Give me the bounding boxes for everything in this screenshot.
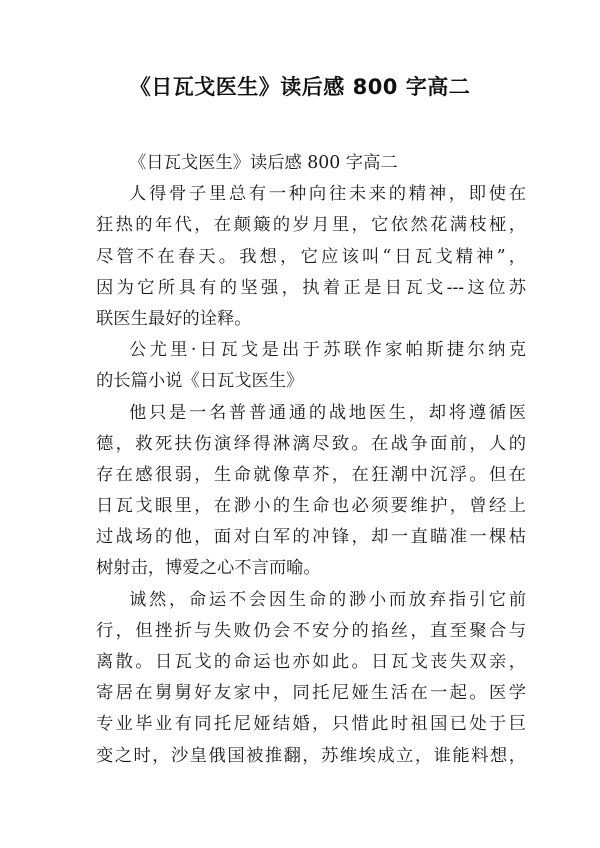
paragraph-line: 因为它所具有的坚强，执着正是日瓦戈---这位苏 [96, 277, 526, 298]
paragraph-line: 存在感很弱，生命就像草芥，在狂潮中沉浮。但在 [96, 464, 526, 485]
paragraph-line: 的长篇小说《日瓦戈医生》 [96, 371, 304, 392]
paragraph-line: 狂热的年代，在颠簸的岁月里，它依然花满枝桠， [96, 215, 526, 236]
paragraph-line: 公尤里·日瓦戈是出于苏联作家帕斯捷尔纳克 [129, 340, 526, 361]
paragraph-line: 专业毕业有同托尼娅结婚，只惜此时祖国已处于巨 [96, 714, 526, 735]
document-body [96, 148, 526, 772]
paragraph-line: 尽管不在春天。我想，它应该叫“日瓦戈精神”， [96, 246, 526, 267]
paragraph-line: 树射击，博爱之心不言而喻。 [96, 558, 321, 579]
paragraph-line: 诚然，命运不会因生命的渺小而放弃指引它前 [129, 589, 526, 610]
paragraph-line: 离散。日瓦戈的命运也亦如此。日瓦戈丧失双亲， [96, 652, 526, 672]
paragraph-line: 过战场的他，面对白军的冲锋，却一直瞄准一棵枯 [96, 527, 526, 548]
paragraph-line: 联医生最好的诠释。 [96, 308, 252, 329]
subtitle-line: 《日瓦戈医生》读后感 800 字高二 [129, 153, 398, 173]
paragraph-line: 德，救死扶伤演绎得淋漓尽致。在战争面前，人的 [96, 433, 526, 454]
document-title: 《日瓦戈医生》读后感 800 字高二 [129, 75, 471, 99]
paragraph-line: 行，但挫折与失败仍会不安分的掐丝，直至聚合与 [96, 620, 526, 641]
paragraph-line: 日瓦戈眼里，在渺小的生命也必须要维护，曾经上 [96, 496, 526, 517]
paragraph-line: 变之时，沙皇俄国被推翻，苏维埃成立，谁能料想， [96, 745, 526, 766]
paragraph-line: 寄居在舅舅好友家中，同托尼娅生活在一起。医学 [96, 683, 526, 704]
paragraph-line: 人得骨子里总有一种向往未来的精神，即使在 [129, 184, 526, 205]
paragraph-line: 他只是一名普普通通的战地医生，却将遵循医 [129, 402, 526, 423]
